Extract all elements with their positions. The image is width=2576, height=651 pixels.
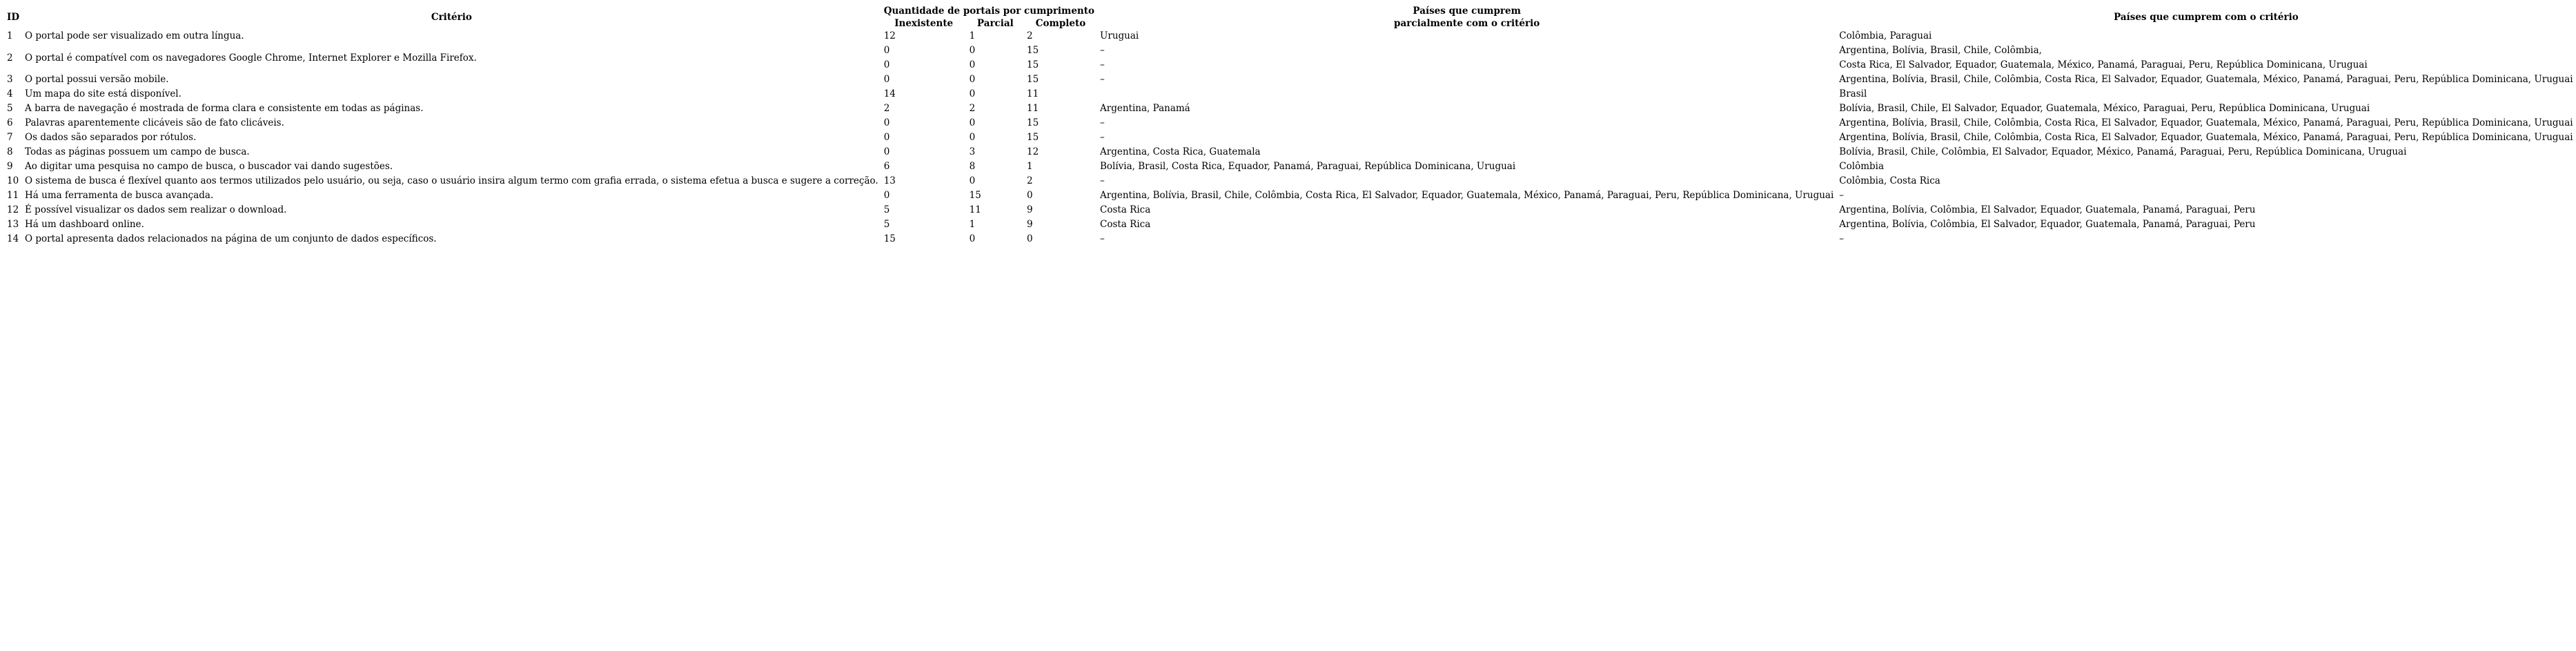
row-parcial: 0 xyxy=(969,88,976,100)
row-criterio: O portal possui versão mobile. xyxy=(25,74,169,86)
row-completo: 15 xyxy=(1027,74,1039,86)
row-parcialmente xyxy=(1097,88,1836,102)
criteria-table-container xyxy=(4,6,2573,247)
row-inexistente: 2 xyxy=(883,103,890,115)
table-row xyxy=(4,88,2576,102)
row-inexistente: 0 xyxy=(883,59,890,71)
row-parcial: 0 xyxy=(969,117,976,129)
row-criterio: Um mapa do site está disponível. xyxy=(25,88,181,100)
row-completo: 9 xyxy=(1027,219,1033,231)
row-completo: 2 xyxy=(1027,30,1033,42)
row-parcialmente: Uruguai xyxy=(1100,30,1139,42)
row-parcial: 3 xyxy=(969,146,976,158)
row-id: 14 xyxy=(7,233,19,245)
row-id: 13 xyxy=(7,219,19,231)
table-row xyxy=(4,102,2576,117)
row-parcialmente: – xyxy=(1100,132,1105,144)
row-inexistente: 0 xyxy=(883,132,890,144)
row-criterio: Todas as páginas possuem um campo de busca. xyxy=(25,146,250,158)
row-criterio: Palavras aparentemente clicáveis são de fato clicáveis. xyxy=(25,117,284,129)
row-completo: 2 xyxy=(1027,175,1033,187)
row-cumprem: Colômbia, Costa Rica xyxy=(1839,175,1940,187)
row-parcial: 8 xyxy=(969,161,976,173)
row-cumprem: – xyxy=(1839,233,1845,245)
row-parcialmente: – xyxy=(1100,74,1105,86)
row-inexistente: 0 xyxy=(883,74,890,86)
row-criterio: Há uma ferramenta de busca avançada. xyxy=(25,190,214,202)
row-criterio: A barra de navegação é mostrada de forma clara e consistente em todas as páginas. xyxy=(25,103,424,115)
row-inexistente: 0 xyxy=(883,146,890,158)
criteria-table xyxy=(4,6,2576,247)
row-cumprem: Bolívia, Brasil, Chile, El Salvador, Equador, Guatemala, México, Paraguai, Peru, República Dominicana, Uruguai xyxy=(1839,103,2370,115)
row-id: 7 xyxy=(7,132,13,144)
row-parcial: 1 xyxy=(969,30,976,42)
table-row xyxy=(4,175,2576,189)
row-parcialmente: – xyxy=(1100,117,1105,129)
row-inexistente: 5 xyxy=(883,219,890,231)
table-row xyxy=(4,131,2576,146)
row-parcial: 2 xyxy=(969,103,976,115)
row-id: 3 xyxy=(7,74,13,86)
row-criterio: Ao digitar uma pesquisa no campo de busca, o buscador vai dando sugestões. xyxy=(25,161,393,173)
row-cumprem: Argentina, Bolívia, Colômbia, El Salvador, Equador, Guatemala, Panamá, Paraguai, Peru xyxy=(1839,219,2256,231)
row-cumprem: – xyxy=(1839,190,1845,202)
header-quantidade: Quantidade de portais por cumprimento xyxy=(883,6,1094,17)
row-completo: 0 xyxy=(1027,190,1033,202)
row-inexistente: 6 xyxy=(883,161,890,173)
row-id: 5 xyxy=(7,103,13,115)
row-cumprem: Costa Rica, El Salvador, Equador, Guatemala, México, Panamá, Paraguai, Peru, República Dominicana, Uruguai xyxy=(1839,59,2368,71)
row-id: 12 xyxy=(7,204,19,216)
row-inexistente: 0 xyxy=(883,117,890,129)
row-inexistente: 15 xyxy=(883,233,896,245)
row-inexistente: 14 xyxy=(883,88,896,100)
row-parcial: 0 xyxy=(969,132,976,144)
row-parcialmente: Argentina, Costa Rica, Guatemala xyxy=(1100,146,1261,158)
header-inexistente: Inexistente xyxy=(894,17,954,29)
header-id: ID xyxy=(7,11,20,23)
row-cumprem: Argentina, Bolívia, Brasil, Chile, Colômbia, Costa Rica, El Salvador, Equador, Guatemala, México, Panamá, Paraguai, Peru, República Dominicana, Uruguai xyxy=(1839,74,2573,86)
row-id: 1 xyxy=(7,30,13,42)
row-id: 6 xyxy=(7,117,13,129)
row-parcialmente: – xyxy=(1100,45,1105,57)
row-criterio: O portal apresenta dados relacionados na página de um conjunto de dados específicos. xyxy=(25,233,437,245)
table-row xyxy=(4,30,2576,44)
row-id: 2 xyxy=(7,52,13,64)
header-parcialmente-line1: Países que cumprem xyxy=(1413,6,1521,17)
table-row xyxy=(4,204,2576,218)
table-row xyxy=(4,146,2576,160)
row-parcial: 1 xyxy=(969,219,976,231)
row-inexistente: 13 xyxy=(883,175,896,187)
row-parcial: 0 xyxy=(969,233,976,245)
row-criterio: O portal pode ser visualizado em outra língua. xyxy=(25,30,244,42)
row-id: 8 xyxy=(7,146,13,158)
header-row-top xyxy=(4,6,2576,18)
row-criterio: O sistema de busca é flexível quanto aos termos utilizados pelo usuário, ou seja, caso o usuário insira algum termo com grafia errada, o sistema efetua a busca e sugere a correção. xyxy=(25,175,878,187)
row-parcialmente: – xyxy=(1100,175,1105,187)
row-criterio: O portal é compatível com os navegadores Google Chrome, Internet Explorer e Mozilla Firefox. xyxy=(25,52,477,64)
table-row xyxy=(4,73,2576,88)
table-row xyxy=(4,218,2576,233)
row-completo: 9 xyxy=(1027,204,1033,216)
row-id: 9 xyxy=(7,161,13,173)
row-parcial: 0 xyxy=(969,74,976,86)
row-parcial: 15 xyxy=(969,190,981,202)
row-criterio: Há um dashboard online. xyxy=(25,219,144,231)
row-cumprem: Argentina, Bolívia, Brasil, Chile, Colômbia, Costa Rica, El Salvador, Equador, Guatemala, México, Panamá, Paraguai, Peru, República Dominicana, Uruguai xyxy=(1839,117,2573,129)
row-id: 4 xyxy=(7,88,13,100)
row-cumprem: Argentina, Bolívia, Colômbia, El Salvador, Equador, Guatemala, Panamá, Paraguai, Peru xyxy=(1839,204,2256,216)
row-completo: 15 xyxy=(1027,132,1039,144)
row-completo: 1 xyxy=(1027,161,1033,173)
table-row xyxy=(4,117,2576,131)
row-id: 11 xyxy=(7,190,19,202)
table-row xyxy=(4,160,2576,175)
header-criterio: Critério xyxy=(431,11,472,23)
row-parcialmente: Argentina, Bolívia, Brasil, Chile, Colômbia, Costa Rica, El Salvador, Equador, Guatemala, México, Panamá, Paraguai, Peru, República Dominicana, Uruguai xyxy=(1100,190,1834,202)
row-completo: 12 xyxy=(1027,146,1039,158)
row-completo: 11 xyxy=(1027,103,1039,115)
row-cumprem: Colômbia xyxy=(1839,161,1885,173)
row-parcialmente: Argentina, Panamá xyxy=(1100,103,1190,115)
table-row xyxy=(4,44,2576,59)
row-cumprem: Argentina, Bolívia, Brasil, Chile, Colômbia, Costa Rica, El Salvador, Equador, Guatemala, México, Panamá, Paraguai, Peru, República Dominicana, Uruguai xyxy=(1839,132,2573,144)
row-completo: 15 xyxy=(1027,117,1039,129)
row-parcial: 11 xyxy=(969,204,981,216)
row-inexistente: 0 xyxy=(883,45,890,57)
row-parcialmente: – xyxy=(1100,59,1105,71)
row-parcial: 0 xyxy=(969,45,976,57)
row-completo: 11 xyxy=(1027,88,1039,100)
header-cumprem: Países que cumprem com o critério xyxy=(2114,11,2299,23)
row-parcial: 0 xyxy=(969,175,976,187)
header-parcial: Parcial xyxy=(976,17,1014,29)
row-criterio: É possível visualizar os dados sem realizar o download. xyxy=(25,204,287,216)
row-completo: 0 xyxy=(1027,233,1033,245)
table-row xyxy=(4,233,2576,247)
row-completo: 15 xyxy=(1027,45,1039,57)
row-cumprem: Bolívia, Brasil, Chile, Colômbia, El Salvador, Equador, México, Panamá, Paraguai, Peru, República Dominicana, Uruguai xyxy=(1839,146,2407,158)
row-inexistente: 5 xyxy=(883,204,890,216)
row-parcialmente: Bolívia, Brasil, Costa Rica, Equador, Panamá, Paraguai, República Dominicana, Uruguai xyxy=(1100,161,1516,173)
row-inexistente: 12 xyxy=(883,30,896,42)
row-parcial: 0 xyxy=(969,59,976,71)
row-criterio: Os dados são separados por rótulos. xyxy=(25,132,197,144)
row-parcialmente: – xyxy=(1100,233,1105,245)
row-cumprem: Argentina, Bolívia, Brasil, Chile, Colômbia, xyxy=(1839,45,2042,57)
row-cumprem: Colômbia, Paraguai xyxy=(1839,30,1932,42)
row-parcialmente: Costa Rica xyxy=(1100,219,1151,231)
row-inexistente: 0 xyxy=(883,190,890,202)
row-cumprem: Brasil xyxy=(1839,88,1867,100)
table-row xyxy=(4,189,2576,204)
row-id: 10 xyxy=(7,175,19,187)
row-completo: 15 xyxy=(1027,59,1039,71)
header-completo: Completo xyxy=(1035,17,1086,29)
row-parcialmente: Costa Rica xyxy=(1100,204,1151,216)
header-parcialmente-line2: parcialmente com o critério xyxy=(1394,17,1540,29)
